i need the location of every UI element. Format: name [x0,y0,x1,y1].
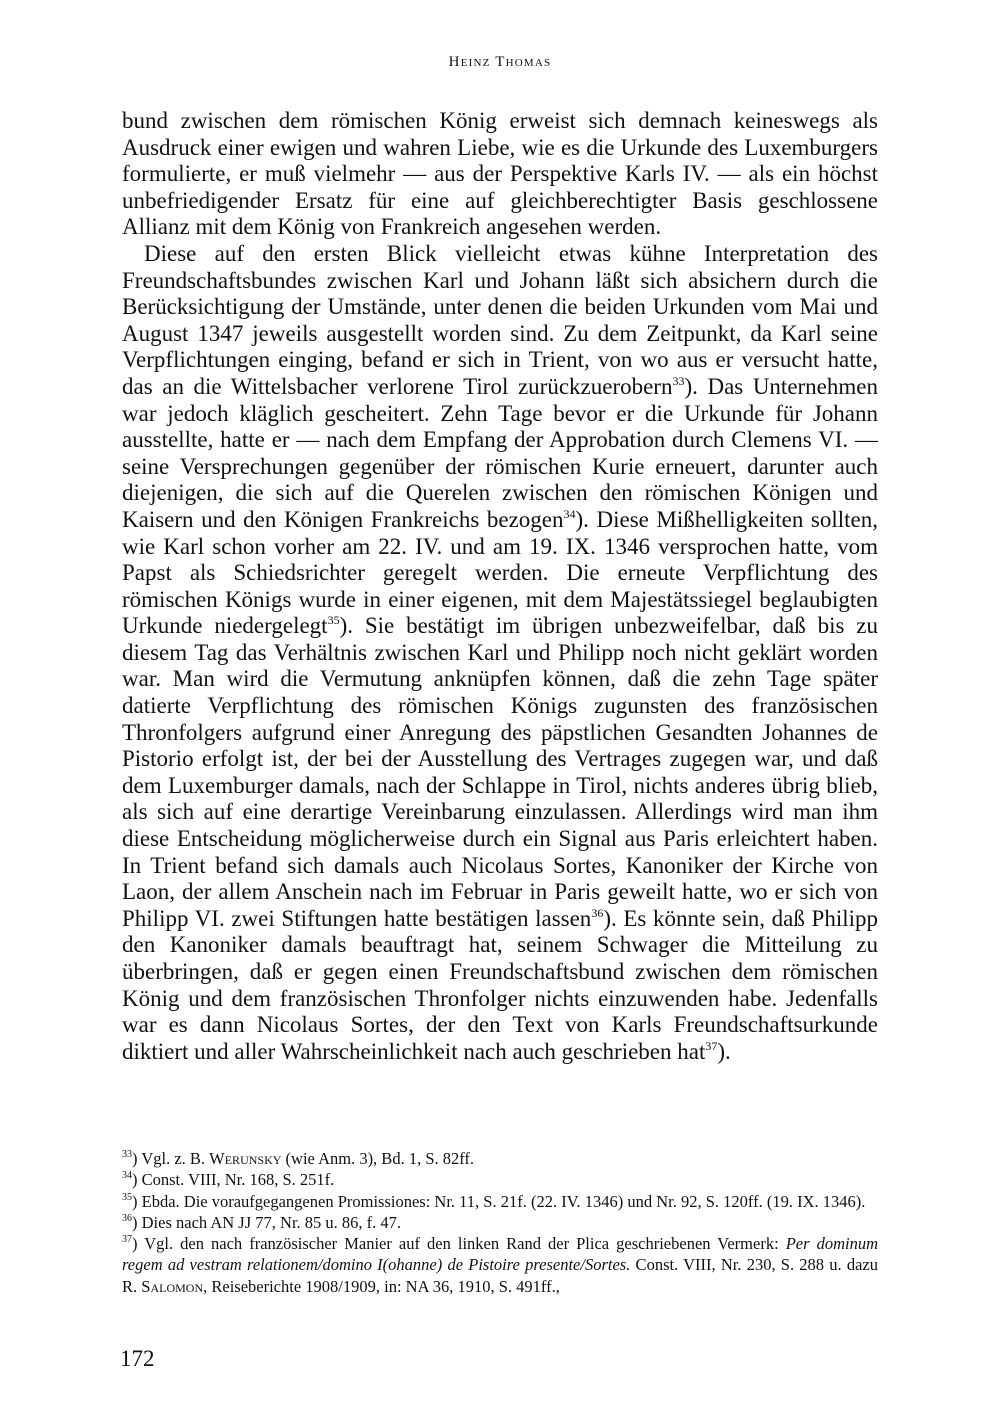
footnote-36 [122,1212,878,1233]
footnote-ref-37: 37 [705,1038,718,1053]
paragraph-2-part-d: ). Sie bestätigt im übrigen unbezweifelbar, daß bis zu diesem Tag das Verhältnis zwischen Karl und Philipp noch nicht geklärt worden war. Man wird die Vermutung anknüpfen können, daß die zehn Tage später datierte Verpflichtung des römischen Königs zugunsten des französischen Thronfolgers aufgrund einer Anregung des päpstlichen Gesandten Johannes de Pistorio erfolgt ist, der bei der Ausstellung des Vertrages zugegen war, und daß dem Luxemburger damals, nach der Schlappe in Tirol, nichts anderes übrig blieb, als sich auf eine derartige Vereinbarung einzulassen. Allerdings wird man ihm diese Entscheidung möglicherweise durch ein Signal aus Paris erleichtert haben. In Trient befand sich damals auch Nicolaus Sortes, Kanoniker der Kirche von Laon, der allem Anschein nach im Februar in Paris geweilt hatte, wo er sich von Philipp VI. zwei Stiftungen hatte bestätigen lassen [122,613,878,931]
running-head-text: Heinz Thomas [448,54,552,70]
footnote-37-post: , Reiseberichte 1908/1909, in: NA 36, 1910, S. 491ff., [203,1276,560,1296]
paragraph-2 [122,241,878,1065]
footnote-35 [122,1191,878,1212]
paragraph-2-part-e: ). Es könnte sein, daß Philipp den Kanoniker damals beauftragt hat, seinem Schwager die Mitteilung zu überbringen, daß er gegen einen Freundschaftsbund zwischen dem römischen König und dem französischen Thronfolger nichts einzuwenden habe. Jedenfalls war es dann Nicolaus Sortes, der den Text von Karls Freundschaftsurkunde diktiert und aller Wahrscheinlichkeit nach auch geschrieben hat [122,905,878,1064]
footnote-mark-33: 33 [122,1149,132,1160]
paragraph-2-part-c: ). Diese Mißhelligkeiten sollten, wie Karl schon vorher am 22. IV. und am 19. IX. 1346 versprochen hatte, vom Papst als Schiedsrichter geregelt werden. Die erneute Verpflichtung des römischen Königs wurde in einer eigenen, mit dem Majestätssiegel beglaubigten Urkunde niedergelegt [122,506,878,639]
paragraph-1: bund zwischen dem römischen König erweist sich demnach keineswegs als Ausdruck einer ewigen und wahren Liebe, wie es die Urkunde des Luxemburgers formulierte, er muß vielmehr — aus der Perspektive Karls IV. — als ein höchst unbefriedigender Ersatz für eine auf gleichberechtigter Basis geschlossene Allianz mit dem König von Frankreich angesehen werden. [122,108,878,240]
footnote-35-text: ) Ebda. Die voraufgegangenen Promissiones: Nr. 11, S. 21f. (22. IV. 1346) und Nr. 92, S. 120ff. (19. IX. 1346). [132,1191,866,1211]
footnote-mark-37: 37 [122,1234,132,1246]
footnotes [122,1148,878,1297]
footnote-34-text: ) Const. VIII, Nr. 168, S. 251f. [132,1170,335,1190]
footnote-mark-36: 36 [122,1212,132,1224]
footnote-ref-34: 34 [563,506,576,521]
footnote-37-author: Salomon [141,1276,204,1296]
footnote-33 [122,1148,878,1169]
footnote-33-author: Werunsky [209,1149,282,1168]
page-number: 172 [120,1346,155,1371]
footnote-37-mid: Const. VIII, Nr. 230, S. 288 u. dazu R. [122,1255,878,1296]
footnote-ref-36: 36 [591,905,604,920]
footnote-mark-34: 34 [122,1170,132,1182]
footnote-ref-33: 33 [672,373,685,388]
footnote-34 [122,1169,878,1190]
footnote-33-post: (wie Anm. 3), Bd. 1, S. 82ff. [281,1149,475,1168]
footnote-mark-35: 35 [122,1191,132,1203]
footnote-ref-35: 35 [327,613,340,628]
paragraph-2-part-b: ). Das Unternehmen war jedoch kläglich gescheitert. Zehn Tage bevor er die Urkunde für Johann ausstellte, hatte er — nach dem Empfang der Approbation durch Clemens VI. — seine Versprechungen gegenüber der römischen Kurie erneuert, darunter auch diejenigen, die sich auf die Querelen zwischen den römischen Königen und Kaisern und den Königen Frankreichs bezogen [122,373,878,532]
footnote-37 [122,1233,878,1297]
footnote-37-quote: Per dominum regem ad vestram relationem/domino I(ohanne) de Pistoire presente/Sortes. [122,1234,878,1275]
main-text [122,108,878,1065]
footnote-33-pre: ) Vgl. z. B. [132,1149,210,1168]
running-head [0,54,1000,71]
footnote-37-pre: ) Vgl. den nach französischer Manier auf den linken Rand der Plica geschriebenen Vermerk: [132,1234,786,1254]
paragraph-2-part-f: ). [717,1038,731,1064]
footnote-36-text: ) Dies nach AN JJ 77, Nr. 85 u. 86, f. 47. [132,1212,402,1232]
paragraph-2-part-a: Diese auf den ersten Blick vielleicht etwas kühne Interpretation des Freundschaftsbundes zwischen Karl und Johann läßt sich absichern durch die Berücksichtigung der Umstände, unter denen die beiden Urkunden vom Mai und August 1347 jeweils ausgestellt worden sind. Zu dem Zeitpunkt, da Karl seine Verpflichtungen einging, befand er sich in Trient, von wo aus er versucht hatte, das an die Wittelsbacher verlorene Tirol zurückzuerobern [122,240,878,399]
